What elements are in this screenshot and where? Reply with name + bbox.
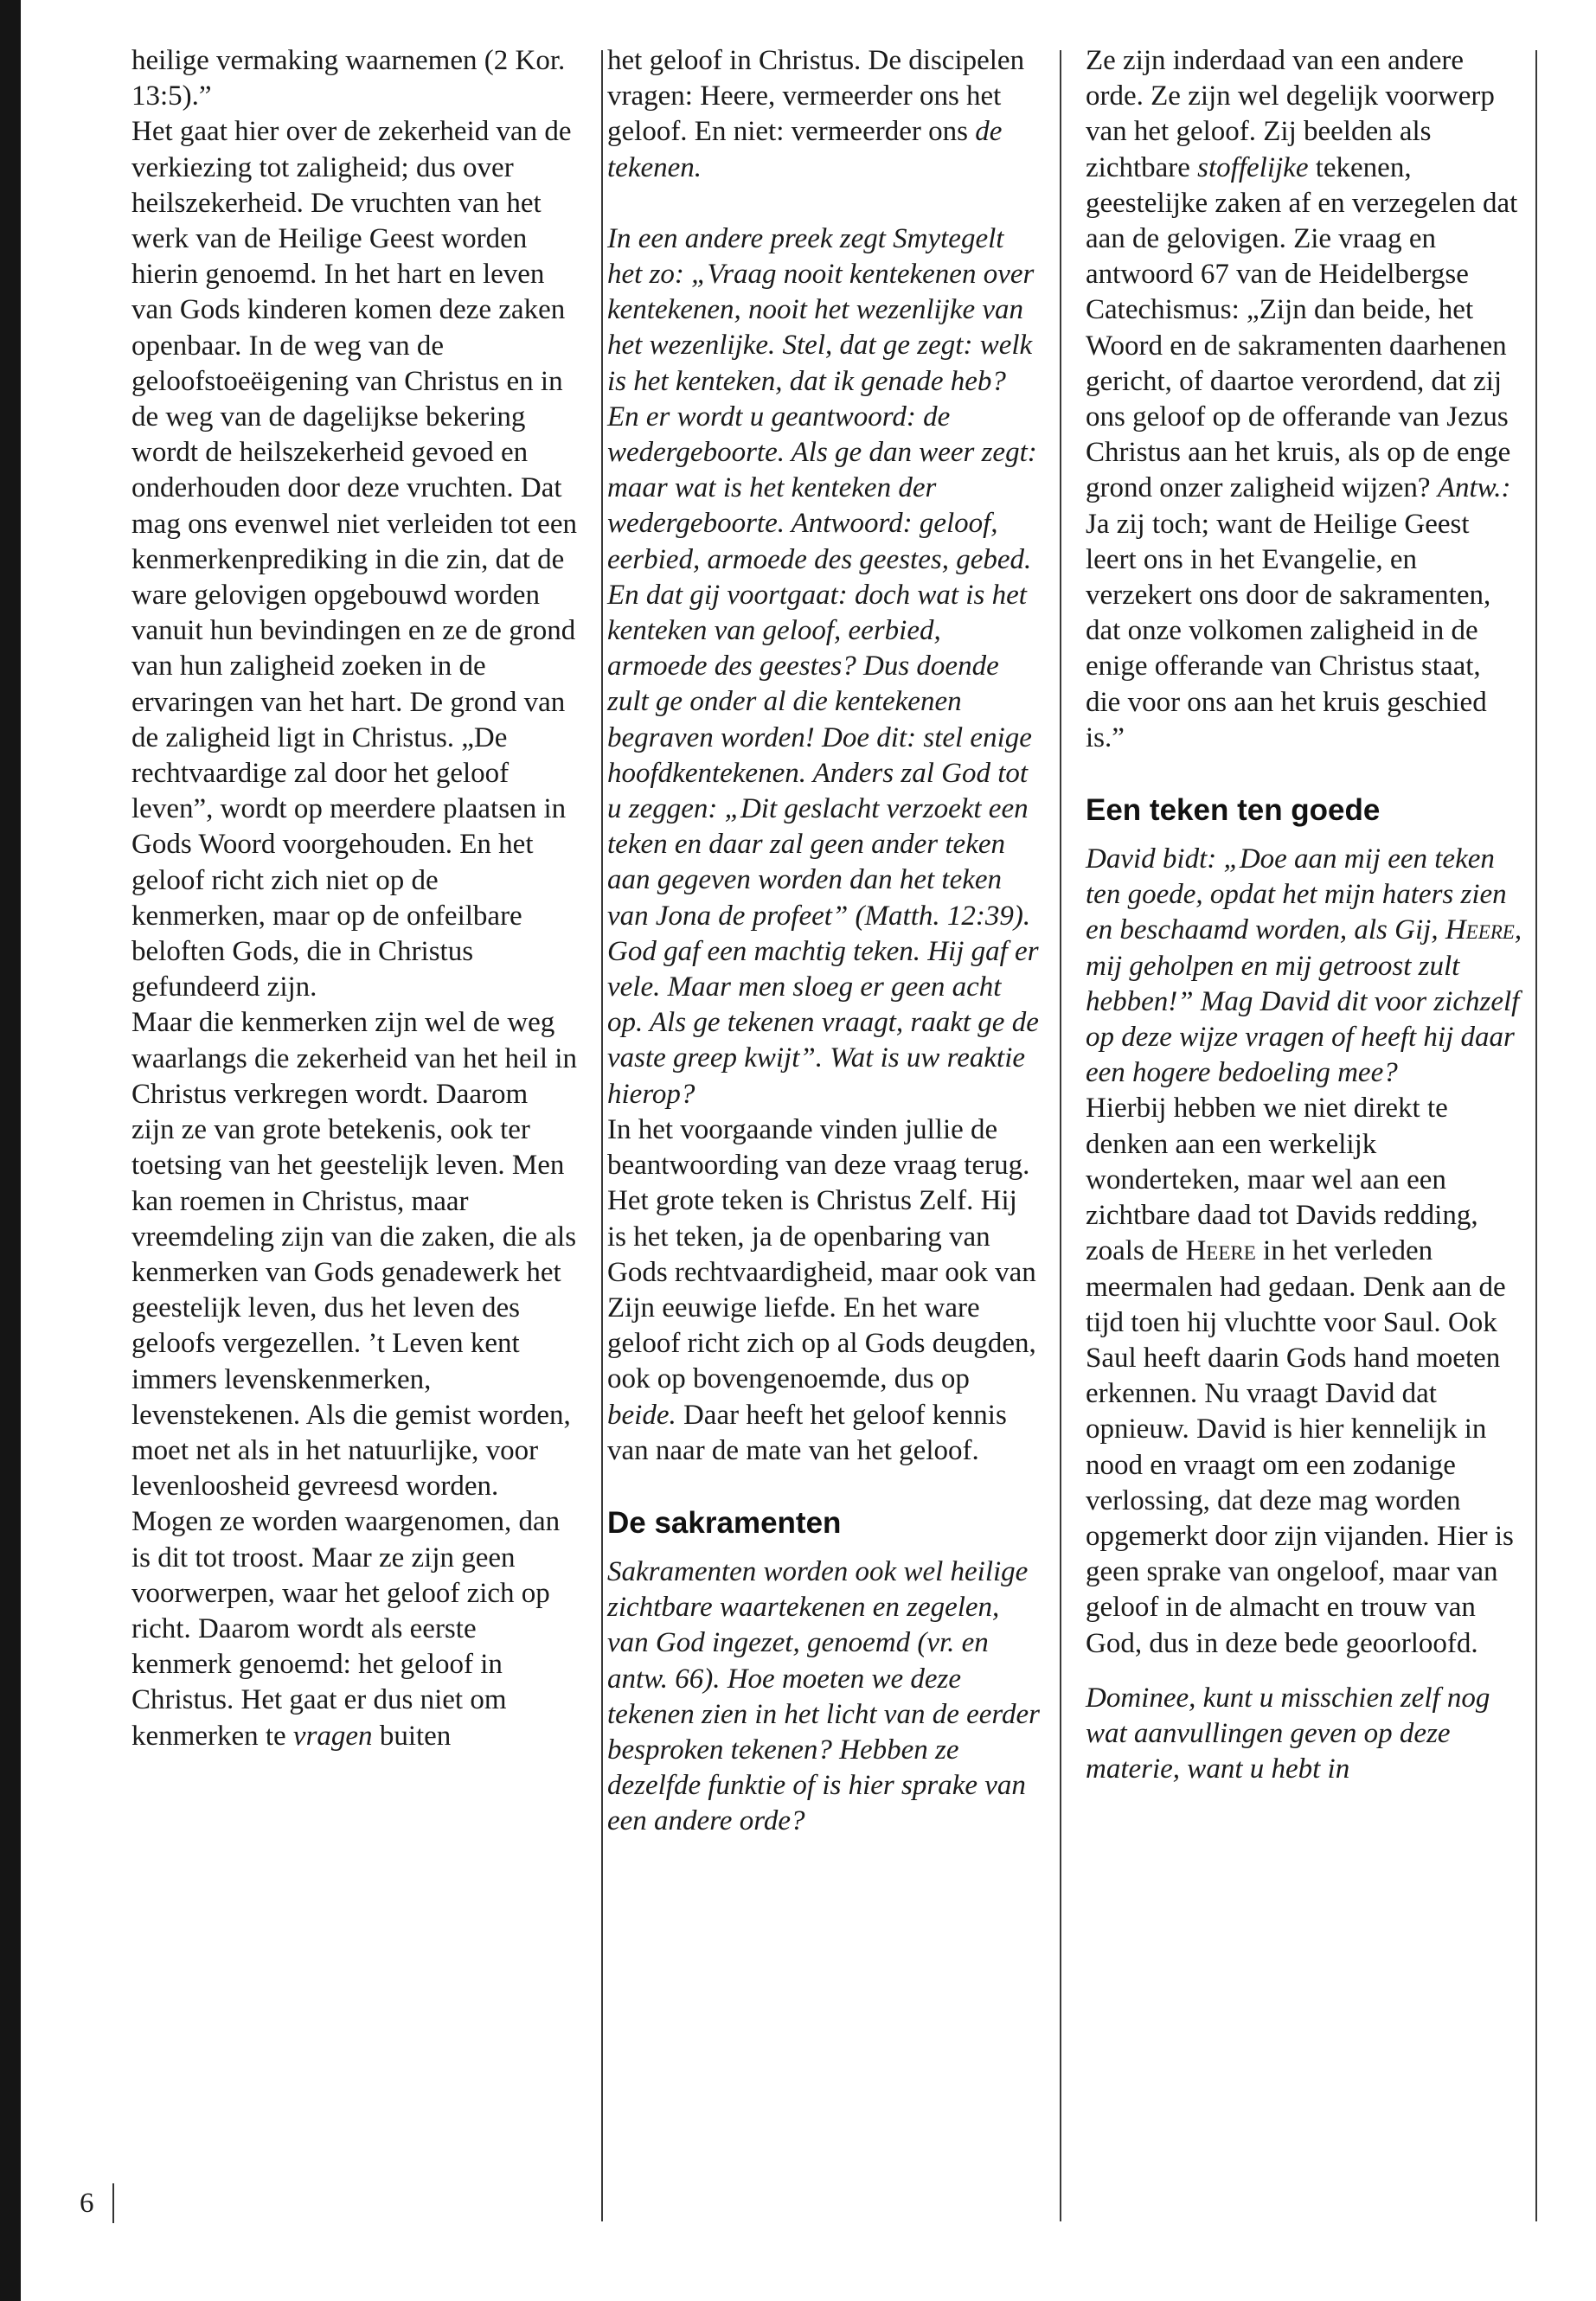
page-number-rule xyxy=(112,2183,114,2223)
paragraph: Maar die kenmerken zijn wel de weg waarlangs die zekerheid van het heil in Christus verkregen wordt. Daarom zijn ze van grote betekenis, ook ter toetsing van het geestelijk leven. Men kan roemen in Christus, maar vreemdeling zijn van die zaken, die als kenmerken van Gods genadewerk het geestelijk leven, dus het leven des geloofs vergezellen. ’t Leven kent immers levenskenmerken, levenstekenen. Als die gemist worden, moet net als in het natuurlijke, voor levenloosheid gevreesd worden. Mogen ze worden waargenomen, dan is dit tot troost. Maar ze zijn geen voorwerpen, waar het geloof zich op richt. Daarom wordt als eerste kenmerk genoemd: het geloof in Christus. Het gaat er dus niet om kenmerken te vragen buiten xyxy=(131,1007,577,1752)
paragraph: Het gaat hier over de zekerheid van de verkiezing tot zaligheid; dus over heilszekerheid. De vruchten van het werk van de Heilige Geest worden hierin genoemd. In het hart en leven van Gods kinderen komen deze zaken openbaar. In de weg van de geloofstoeëigening van Christus en in de weg van de dagelijkse bekering wordt de heilszekerheid gevoed en onderhouden door deze vruchten. Dat mag ons evenwel niet verleiden tot een kenmerkenprediking in die zin, dat de ware gelovigen opgebouwd worden vanuit hun bevindingen en ze de grond van hun zaligheid zoeken in de ervaringen van het hart. De grond van de zaligheid ligt in Christus. „De rechtvaardige zal door het geloof leven”, wordt op meerdere plaatsen in Gods Woord voorgehouden. En het geloof richt zich niet op de kenmerken, maar op de onfeilbare beloften Gods, die in Christus gefundeerd zijn. xyxy=(131,116,577,1003)
section-heading: Een teken ten goede xyxy=(1086,793,1381,828)
paragraph: het geloof in Christus. De discipelen vragen: Heere, vermeerder ons het geloof. En niet: vermeerder ons de tekenen. xyxy=(607,45,1025,183)
page-number: 6 xyxy=(80,2188,94,2219)
column-2 xyxy=(607,43,1040,1840)
column-1 xyxy=(131,43,577,1754)
page-edge xyxy=(0,0,21,2301)
column-3 xyxy=(1086,43,1522,1787)
column-divider xyxy=(601,50,603,2221)
paragraph: heilige vermaking waarnemen (2 Kor. 13:5).” xyxy=(131,45,566,112)
paragraph: Ze zijn inderdaad van een andere orde. Ze zijn wel degelijk voorwerp van het geloof. Zij beelden als zichtbare stoffelijke tekenen, geestelijke zaken af en verzegelen dat aan de gelovigen. Zie vraag en antwoord 67 van de Heidelbergse Catechismus: „Zijn dan beide, het Woord en de sakramenten daarhenen gericht, of daartoe verordend, dat zij ons geloof op de offerande van Jezus Christus aan het kruis, als op de enge grond onzer zaligheid wijzen? Antw.: Ja zij toch; want de Heilige Geest leert ons in het Evangelie, en verzekert ons door de sakramenten, dat onze volkomen zaligheid in de enige offerande van Christus staat, die voor ons aan het kruis geschied is.” xyxy=(1086,45,1518,753)
interview-question: David bidt: „Doe aan mij een teken ten goede, opdat het mijn haters zien en beschaamd worden, als Gij, Heere, mij geholpen en mij getroost zult hebben!” Mag David dit voor zichzelf op deze wijze vragen of heeft hij daar een hogere bedoeling mee? xyxy=(1086,843,1522,1089)
interview-question: Sakramenten worden ook wel heilige zichtbare waartekenen en zegelen, van God ingezet, genoemd (vr. en antw. 66). Hoe moeten we deze tekenen zien in het licht van de eerder besproken tekenen? Hebben ze dezelfde funktie of is hier sprake van een andere orde? xyxy=(607,1555,1040,1837)
interview-question: Dominee, kunt u misschien zelf nog wat aanvullingen geven op deze materie, want u hebt in xyxy=(1086,1682,1490,1785)
column-divider xyxy=(1535,50,1537,2221)
paragraph: Hierbij hebben we niet direkt te denken aan een werkelijk wonderteken, maar wel aan een zichtbare daad tot Davids redding, zoals de Heere in het verleden meermalen had gedaan. Denk aan de tijd toen hij vluchtte voor Saul. Ook Saul heeft daarin Gods hand moeten erkennen. Nu vraagt David dat opnieuw. David is hier kennelijk in nood en vraagt om een zodanige verlossing, dat deze mag worden opgemerkt door zijn vijanden. Hier is geen sprake van ongeloof, maar van geloof in de almacht en trouw van God, dus in deze bede geoorloofd. xyxy=(1086,1093,1514,1659)
column-divider xyxy=(1060,50,1061,2221)
section-heading: De sakramenten xyxy=(607,1505,842,1540)
paragraph: In het voorgaande vinden jullie de beantwoording van deze vraag terug. Het grote teken is Christus Zelf. Hij is het teken, ja de openbaring van Gods rechtvaardigheid, maar ook van Zijn eeuwige liefde. En het ware geloof richt zich op al Gods deugden, ook op bovengenoemde, dus op beide. Daar heeft het geloof kennis van naar de mate van het geloof. xyxy=(607,1113,1036,1466)
interview-question: In een andere preek zegt Smytegelt het zo: „Vraag nooit kentekenen over kentekenen, nooit het wezenlijke van het wezenlijke. Stel, dat ge zegt: welk is het kenteken, dat ik genade heb? En er wordt u geantwoord: de wedergeboorte. Als ge dan weer zegt: maar wat is het kenteken der wedergeboorte. Antwoord: geloof, eerbied, armoede des geestes, gebed. En dat gij voortgaat: doch wat is het kenteken van geloof, eerbied, armoede des geestes? Dus doende zult ge onder al die kentekenen begraven worden! Doe dit: stel enige hoofdkentekenen. Anders zal God tot u zeggen: „Dit geslacht verzoekt een teken en daar zal geen ander teken aan gegeven worden dan het teken van Jona de profeet” (Matth. 12:39). God gaf een machtig teken. Hij gaf er vele. Maar men sloeg er geen acht op. Als ge tekenen vraagt, raakt ge de vaste greep kwijt”. Wat is uw reaktie hierop? xyxy=(607,222,1039,1110)
